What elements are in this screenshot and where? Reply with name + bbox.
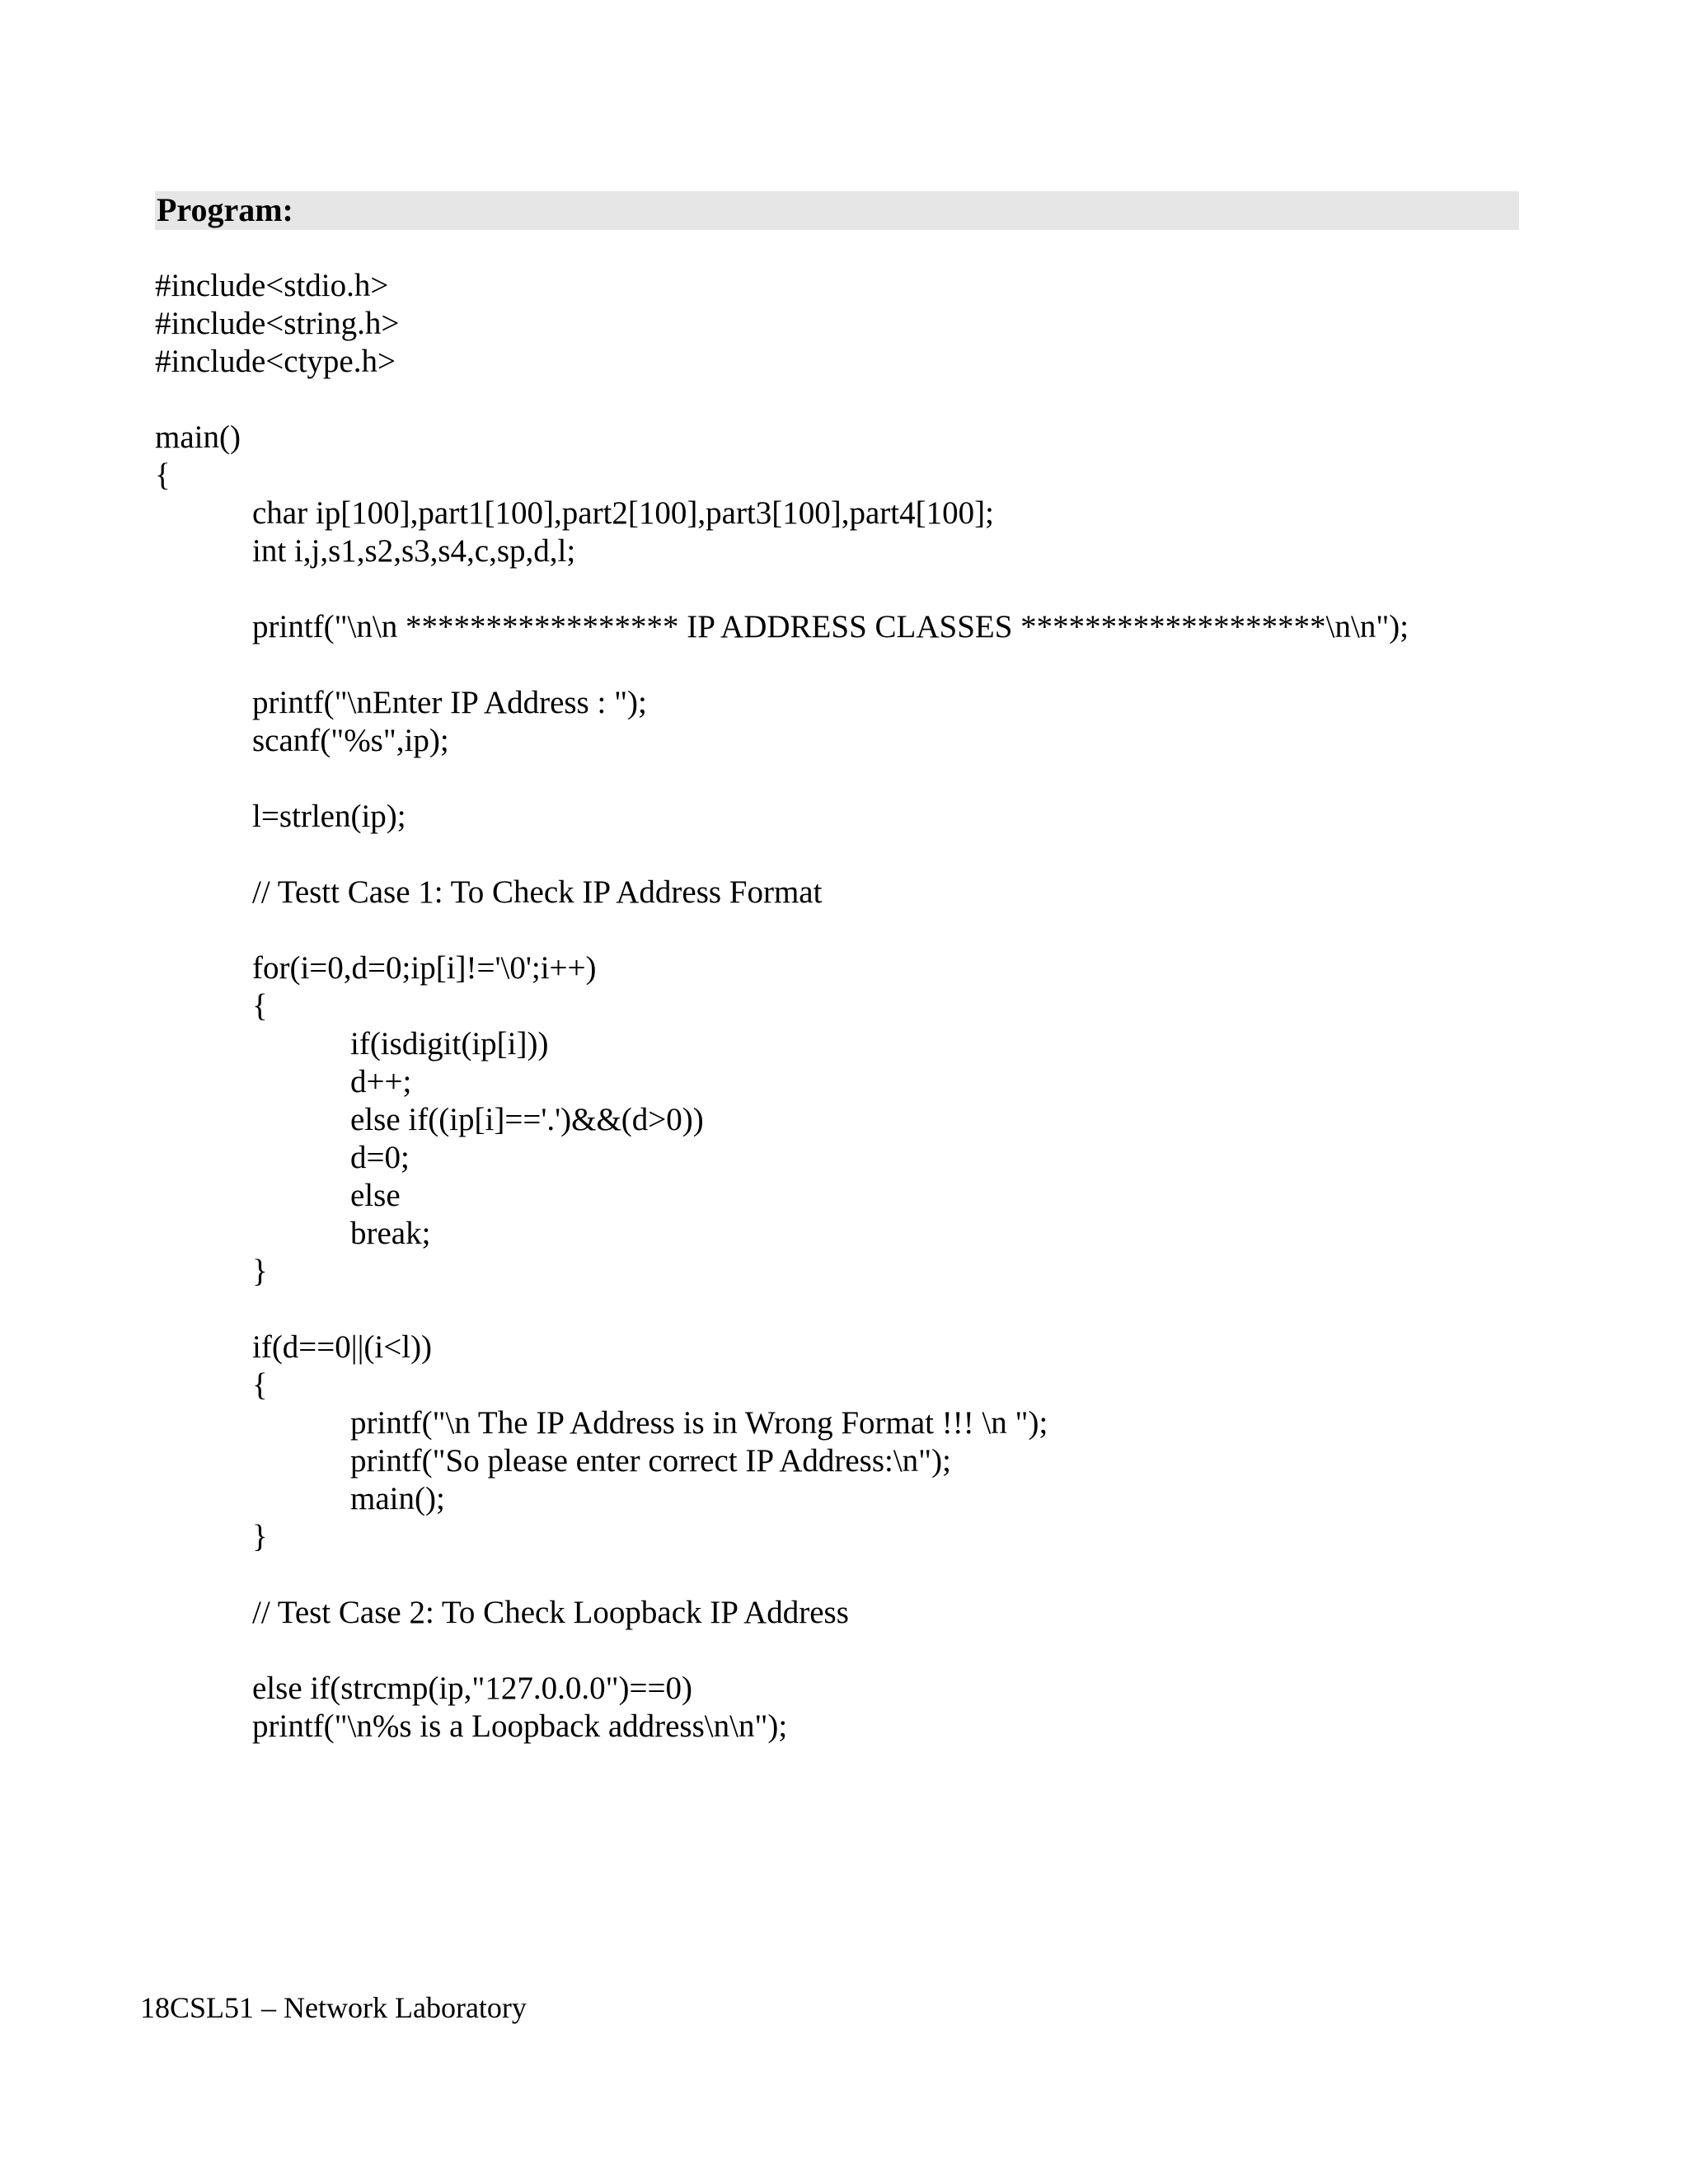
code-line: // Test Case 2: To Check Loopback IP Address (252, 1595, 849, 1630)
blank-line (155, 912, 1556, 949)
code-line: break; (350, 1216, 431, 1251)
code-line: else (350, 1178, 401, 1213)
code-line: { (155, 457, 171, 493)
code-line: { (252, 988, 268, 1024)
blank-line (155, 1632, 1556, 1670)
blank-line (155, 836, 1556, 874)
code-line: } (252, 1519, 268, 1554)
code-line: d++; (350, 1064, 412, 1099)
code-line: char ip[100],part1[100],part2[100],part3[100],part4[100]; (252, 495, 994, 531)
code-line: printf("\n The IP Address is in Wrong Format !!! \n "); (350, 1405, 1048, 1441)
page-footer: 18CSL51 – Network Laboratory (140, 1991, 527, 2024)
code-line: } (252, 1254, 268, 1289)
blank-line (155, 1556, 1556, 1594)
blank-line (155, 646, 1556, 684)
blank-line (155, 760, 1556, 798)
code-line: printf("\nEnter IP Address : "); (252, 685, 647, 720)
code-line: else if((ip[i]=='.')&&(d>0)) (350, 1102, 704, 1137)
code-line: int i,j,s1,s2,s3,s4,c,sp,d,l; (252, 533, 576, 569)
code-line: printf("\n\n ***************** IP ADDRESS CLASSES *******************\n\n"); (252, 609, 1409, 644)
section-heading-bar (155, 191, 1519, 230)
code-line: #include<stdio.h> (155, 268, 389, 303)
code-line: else if(strcmp(ip,"127.0.0.0")==0) (252, 1671, 692, 1706)
code-line: if(isdigit(ip[i])) (350, 1026, 549, 1062)
blank-line (155, 570, 1556, 608)
code-line: printf("So please enter correct IP Address:\n"); (350, 1443, 951, 1479)
program-code-listing (155, 267, 1556, 1746)
code-line: { (252, 1367, 268, 1403)
code-line: // Testt Case 1: To Check IP Address Format (252, 874, 823, 910)
code-line: #include<string.h> (155, 306, 400, 341)
code-line: scanf("%s",ip); (252, 723, 449, 758)
code-line: printf("\n%s is a Loopback address\n\n"); (252, 1708, 788, 1744)
section-heading-text: Program: (157, 191, 293, 228)
code-line: #include<ctype.h> (155, 344, 396, 379)
code-line: d=0; (350, 1140, 410, 1175)
code-line: l=strlen(ip); (252, 799, 406, 834)
code-line: for(i=0,d=0;ip[i]!='\0';i++) (252, 950, 597, 986)
blank-line (155, 381, 1556, 419)
code-line: if(d==0||(i<l)) (252, 1329, 433, 1365)
blank-line (155, 1291, 1556, 1329)
code-line: main() (155, 419, 241, 455)
code-line: main(); (350, 1481, 445, 1516)
